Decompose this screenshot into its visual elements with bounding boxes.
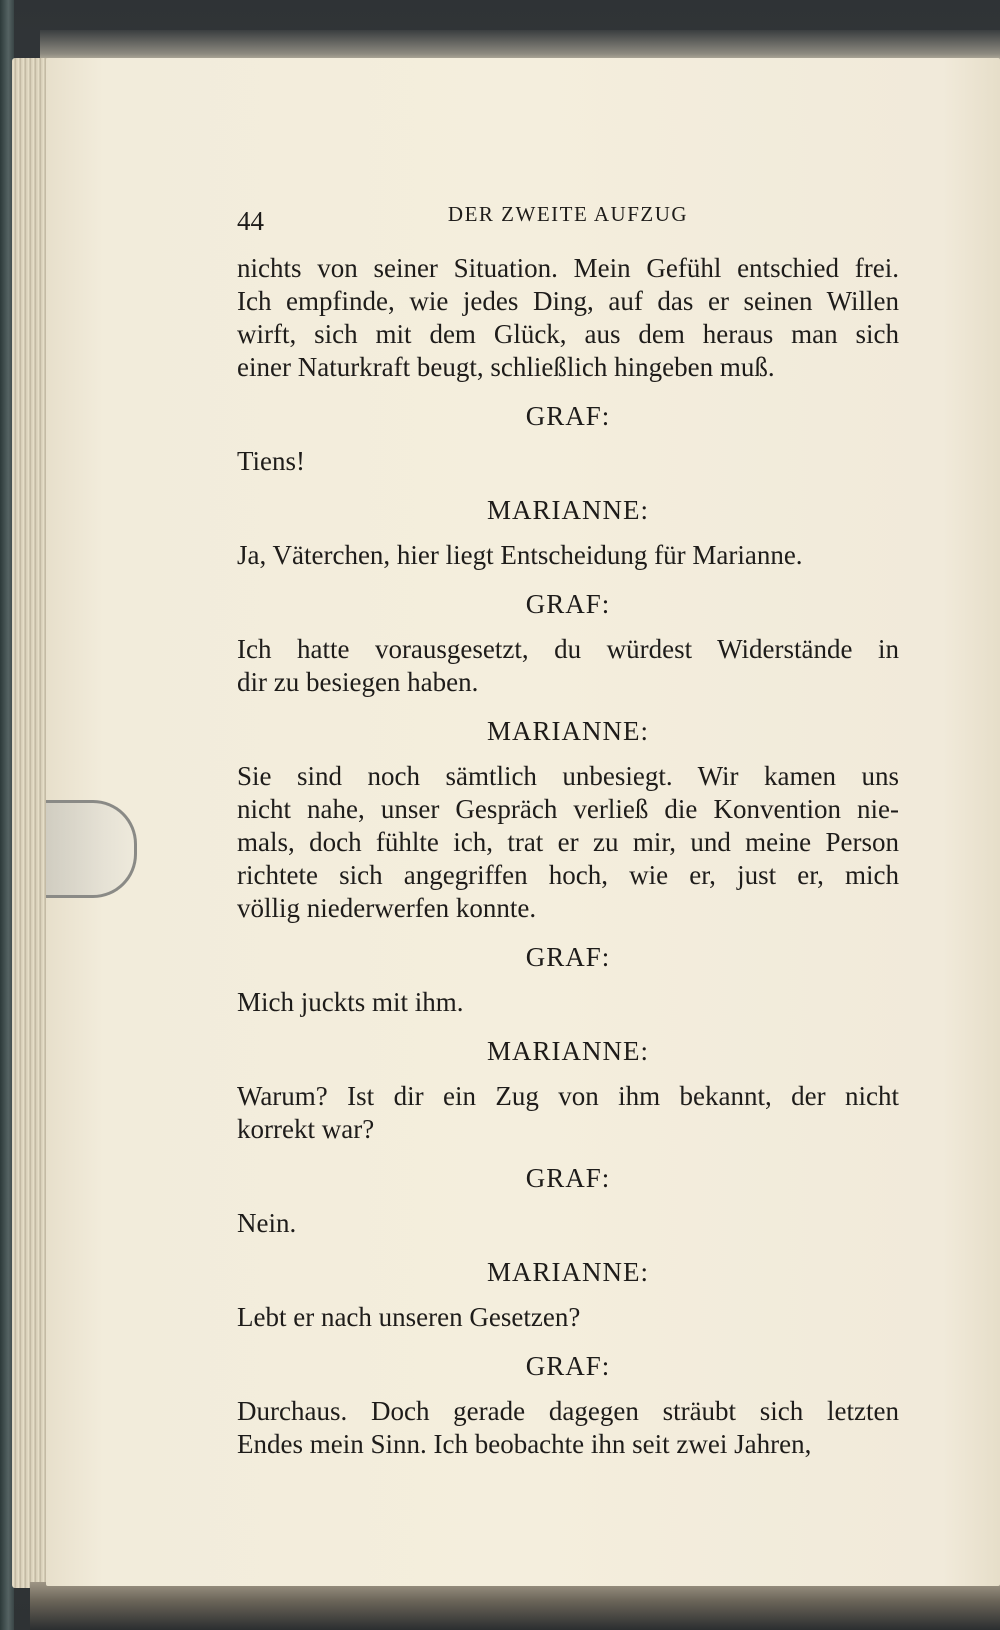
text-line: Ich empfinde, wie jedes Ding, auf das er seinen Willen [237,286,899,316]
text-line: Ja, Väterchen, hier liegt Entscheidung für Marianne. [237,540,803,570]
text-line: Nein. [237,1208,297,1238]
speech-paragraph [237,539,899,572]
speech-paragraph [237,1301,899,1334]
speech-paragraph [237,1207,899,1240]
speech-paragraph [237,760,899,925]
text-line: Durchaus. Doch gerade dagegen sträubt sich letzten [237,1396,899,1426]
speaker-name: GRAF: [525,589,611,619]
text-line: einer Naturkraft beugt, schließlich hingeben muß. [237,352,775,382]
text-line: Tiens! [237,446,306,476]
speaker-name: GRAF: [525,942,611,972]
text-line: Warum? Ist dir ein Zug von ihm bekannt, der nicht [237,1081,899,1111]
text-line: nicht nahe, unser Gespräch verließ die Konvention nie- [237,794,899,824]
paper-clip [46,800,137,898]
bottom-page-edge [30,1582,1000,1630]
text-line: nichts von seiner Situation. Mein Gefühl entschied frei. [237,253,899,283]
text-line: völlig niederwerfen konnte. [237,893,537,923]
speech-paragraph [237,445,899,478]
speaker-name: MARIANNE: [487,495,649,525]
page-number: 44 [237,206,264,236]
text-line: richtete sich angegriffen hoch, wie er, just er, mich [237,860,899,890]
speaker-name: GRAF: [525,1163,611,1193]
speech-paragraph [237,633,899,699]
speech-paragraph [237,1395,899,1461]
speaker-name: GRAF: [525,1351,611,1381]
text-line: Mich juckts mit ihm. [237,987,464,1017]
speaker-name: MARIANNE: [487,1257,649,1287]
text-line: Ich hatte vorausgesetzt, du würdest Widerstände in [237,634,899,664]
page-text [237,198,899,1461]
text-line: dir zu besiegen haben. [237,667,479,697]
speaker-name: GRAF: [525,401,611,431]
text-line: Lebt er nach unseren Gesetzen? [237,1302,581,1332]
text-line: Endes mein Sinn. Ich beobachte ihn seit zwei Jahren, [237,1429,812,1459]
speech-paragraph [237,1080,899,1146]
text-line: wirft, sich mit dem Glück, aus dem heraus man sich [237,319,899,349]
page-header [237,198,899,240]
text-line: mals, doch fühlte ich, trat er zu mir, und meine Person [237,827,899,857]
speaker-name: MARIANNE: [487,1036,649,1066]
speech-paragraph [237,986,899,1019]
running-title: DER ZWEITE AUFZUG [447,202,689,226]
dialogue [237,252,899,1461]
text-line: korrekt war? [237,1114,375,1144]
speech-paragraph [237,252,899,384]
text-line: Sie sind noch sämtlich unbesiegt. Wir kamen uns [237,761,899,791]
speaker-name: MARIANNE: [487,716,649,746]
